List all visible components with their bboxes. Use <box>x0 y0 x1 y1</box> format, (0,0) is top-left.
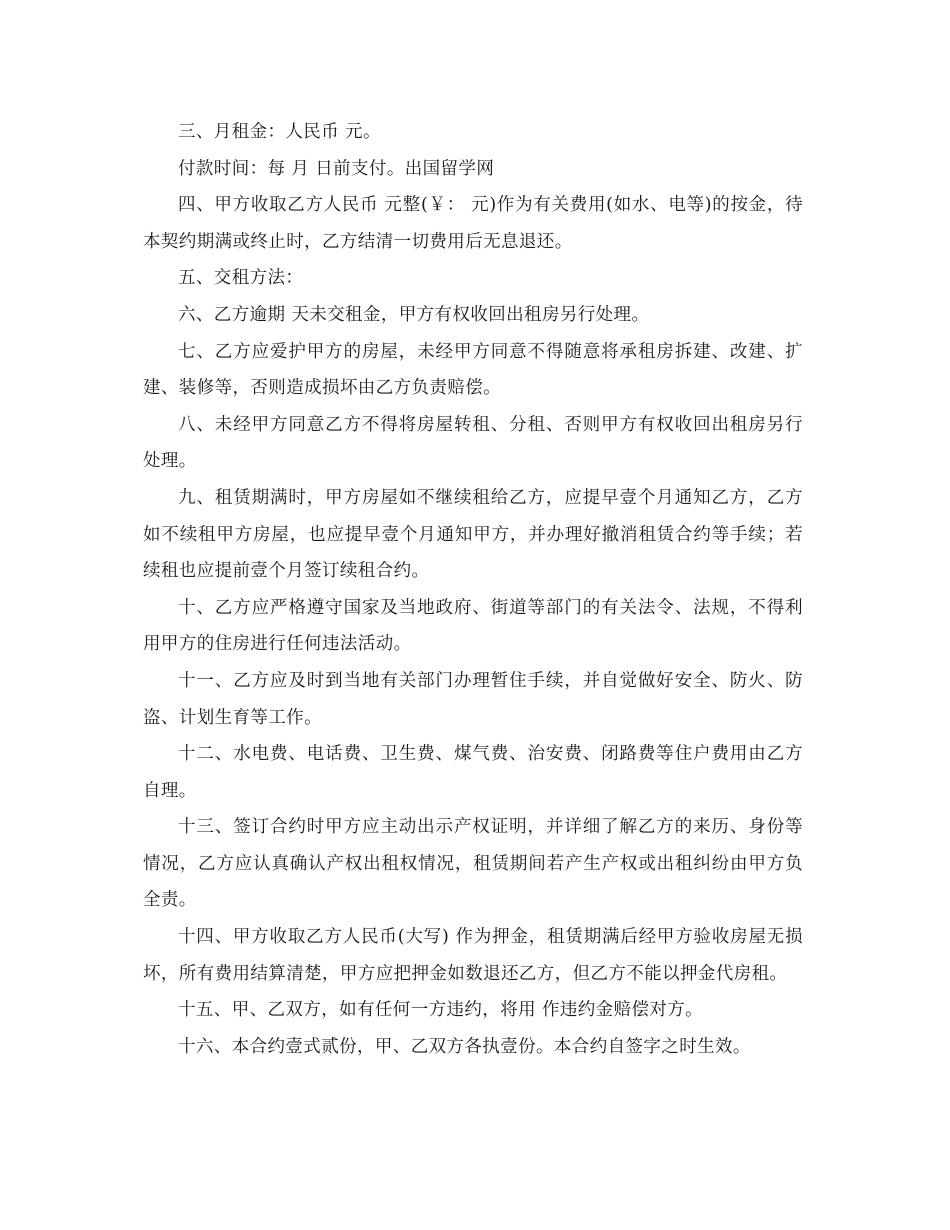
payment-time: 付款时间：每 月 日前支付。出国留学网 <box>178 158 495 179</box>
clause-10-legal-compliance: 十、乙方应严格遵守国家及当地政府、街道等部门的有关法令、法规，不得利用甲方的住房进行任何违法活动。 <box>143 597 803 655</box>
clause-14-security-deposit: 十四、甲方收取乙方人民币(大写) 作为押金，租赁期满后经甲方验收房屋无损坏，所有费用结算清楚，甲方应把押金如数退还乙方，但乙方不能以押金代房租。 <box>143 927 803 984</box>
clause-4-deposit-fees: 四、甲方收取乙方人民币 元整(￥： 元)作为有关费用(如水、电等)的按金，待本契约期满或终止时，乙方结清一切费用后无息退还。 <box>143 195 803 252</box>
clause-15-breach: 十五、甲、乙双方，如有任何一方违约，将用 作违约金赔偿对方。 <box>178 1000 704 1021</box>
clause-5-payment-method: 五、交租方法： <box>178 268 304 289</box>
clause-8-subletting: 八、未经甲方同意乙方不得将房屋转租、分租、否则甲方有权收回出租房另行处理。 <box>143 414 803 472</box>
clause-9-lease-expiry: 九、租赁期满时，甲方房屋如不继续租给乙方，应提早壹个月通知乙方，乙方如不续租甲方房屋，也应提早壹个月通知甲方，并办理好撤消租赁合约等手续；若续租也应提前壹个月签订续租合约。 <box>143 487 803 582</box>
clause-6-overdue-rent: 六、乙方逾期 天未交租金，甲方有权收回出租房另行处理。 <box>178 304 650 325</box>
clause-13-property-certificate: 十三、签订合约时甲方应主动出示产权证明，并详细了解乙方的来历、身份等情况，乙方应认真确认产权出租权情况，租赁期间若产生产权或出租纠纷由甲方负全责。 <box>143 817 803 911</box>
clause-12-utilities: 十二、水电费、电话费、卫生费、煤气费、治安费、闭路费等住户费用由乙方自理。 <box>143 744 803 801</box>
clause-16-effectiveness: 十六、本合约壹式贰份，甲、乙双方各执壹份。本合约自签字之时生效。 <box>178 1036 751 1057</box>
clause-3-monthly-rent: 三、月租金：人民币 元。 <box>178 122 381 142</box>
clause-7-property-care: 七、乙方应爱护甲方的房屋，未经甲方同意不得随意将承租房拆建、改建、扩建、装修等，否则造成损坏由乙方负责赔偿。 <box>143 341 803 399</box>
document-body <box>143 114 803 1065</box>
clause-11-residence-permit: 十一、乙方应及时到当地有关部门办理暂住手续，并自觉做好安全、防火、防盗、计划生育等工作。 <box>143 670 803 728</box>
